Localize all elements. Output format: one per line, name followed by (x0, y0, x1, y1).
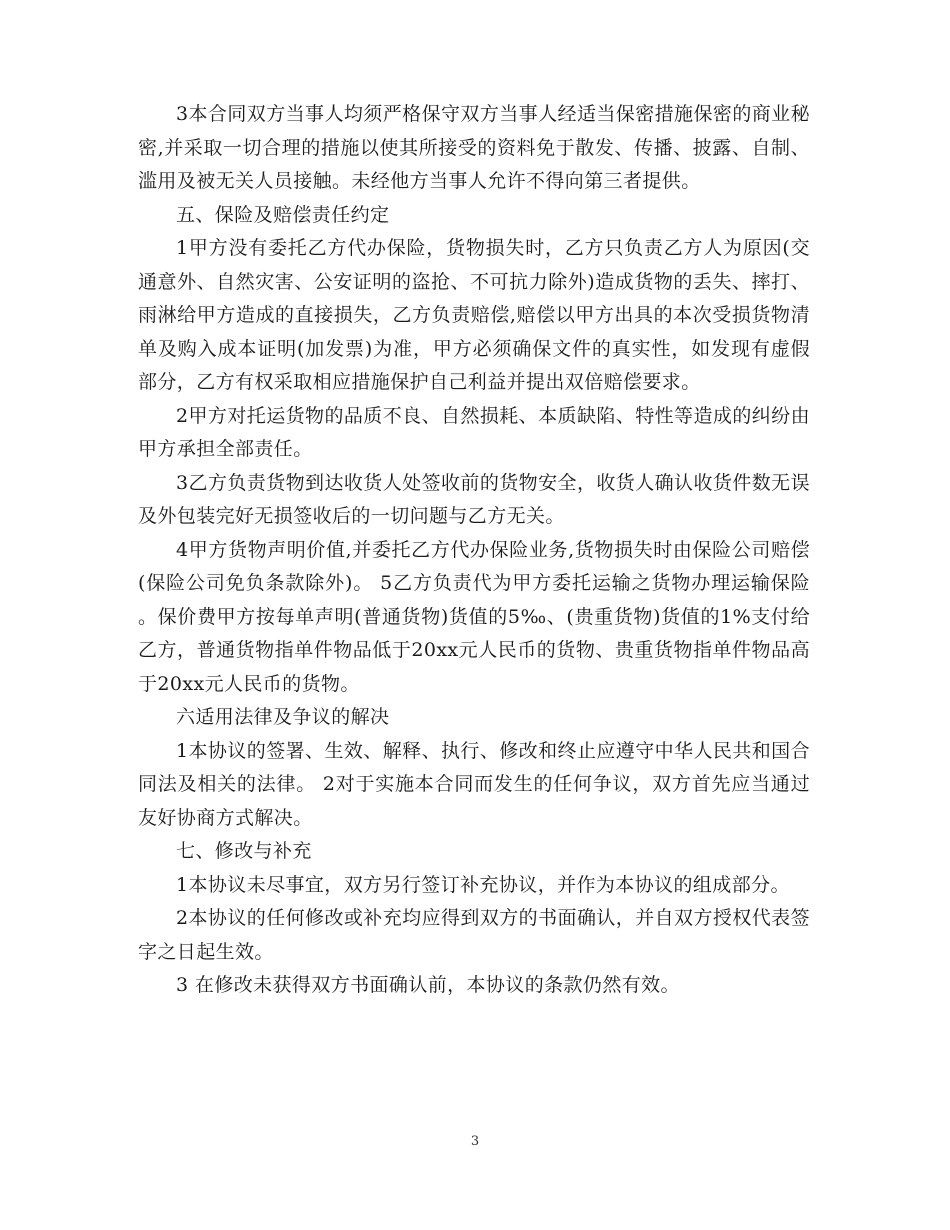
section-heading-amendment: 七、修改与补充 (176, 840, 312, 862)
paragraph-amendment-1: 1本协议未尽事宜，双方另行签订补充协议，并作为本协议的组成部分。 (176, 873, 790, 896)
paragraph-amendment-3: 3 在修改未获得双方书面确认前，本协议的条款仍然有效。 (176, 974, 680, 996)
paragraph-insurance-4-5: 4甲方货物声明价值,并委托乙方代办保险业务,货物损失时由保险公司赔偿(保险公司免负条款除外)。 5乙方负责代为甲方委托运输之货物办理运输保险。保价费甲方按每单声明(普通货物)货值的5‰、(贵重货物)货值的1%支付给乙方，普通货物指单件物品低于20xx元人民币的货物、贵重货物指单件物品高于20xx元人民币的货物。 (138, 538, 810, 695)
document-body (138, 98, 810, 1003)
page-number: 3 (470, 1134, 480, 1149)
paragraph-insurance-1: 1甲方没有委托乙方代办保险，货物损失时，乙方只负责乙方人为原因(交通意外、自然灾害、公安证明的盗抢、不可抗力除外)造成货物的丢失、摔打、雨淋给甲方造成的直接损失，乙方负责赔偿,赔偿以甲方出具的本次受损货物清单及购入成本证明(加发票)为准，甲方必须确保文件的真实性，如发现有虚假部分，乙方有权采取相应措施保护自己利益并提出双倍赔偿要求。 (138, 237, 810, 393)
paragraph-amendment-2: 2本协议的任何修改或补充均应得到双方的书面确认，并自双方授权代表签字之日起生效。 (138, 907, 810, 963)
paragraph-confidentiality-3: 3本合同双方当事人均须严格保守双方当事人经适当保密措施保密的商业秘密,并采取一切合理的措施以使其所接受的资料免于散发、传播、披露、自制、滥用及被无关人员接触。未经他方当事人允许不得向第三者提供。 (138, 103, 810, 192)
paragraph-law-1-2: 1本协议的签署、生效、解释、执行、修改和终止应遵守中华人民共和国合同法及相关的法律。 2对于实施本合同而发生的任何争议，双方首先应当通过友好协商方式解决。 (138, 739, 810, 829)
paragraph-insurance-3: 3乙方负责货物到达收货人处签收前的货物安全，收货人确认收货件数无误及外包装完好无损签收后的一切问题与乙方无关。 (138, 471, 810, 527)
section-heading-law: 六适用法律及争议的解决 (176, 706, 390, 728)
paragraph-insurance-2: 2甲方对托运货物的品质不良、自然损耗、本质缺陷、特性等造成的纠纷由甲方承担全部责任。 (138, 404, 810, 460)
section-heading-insurance: 五、保险及赔偿责任约定 (176, 203, 390, 226)
